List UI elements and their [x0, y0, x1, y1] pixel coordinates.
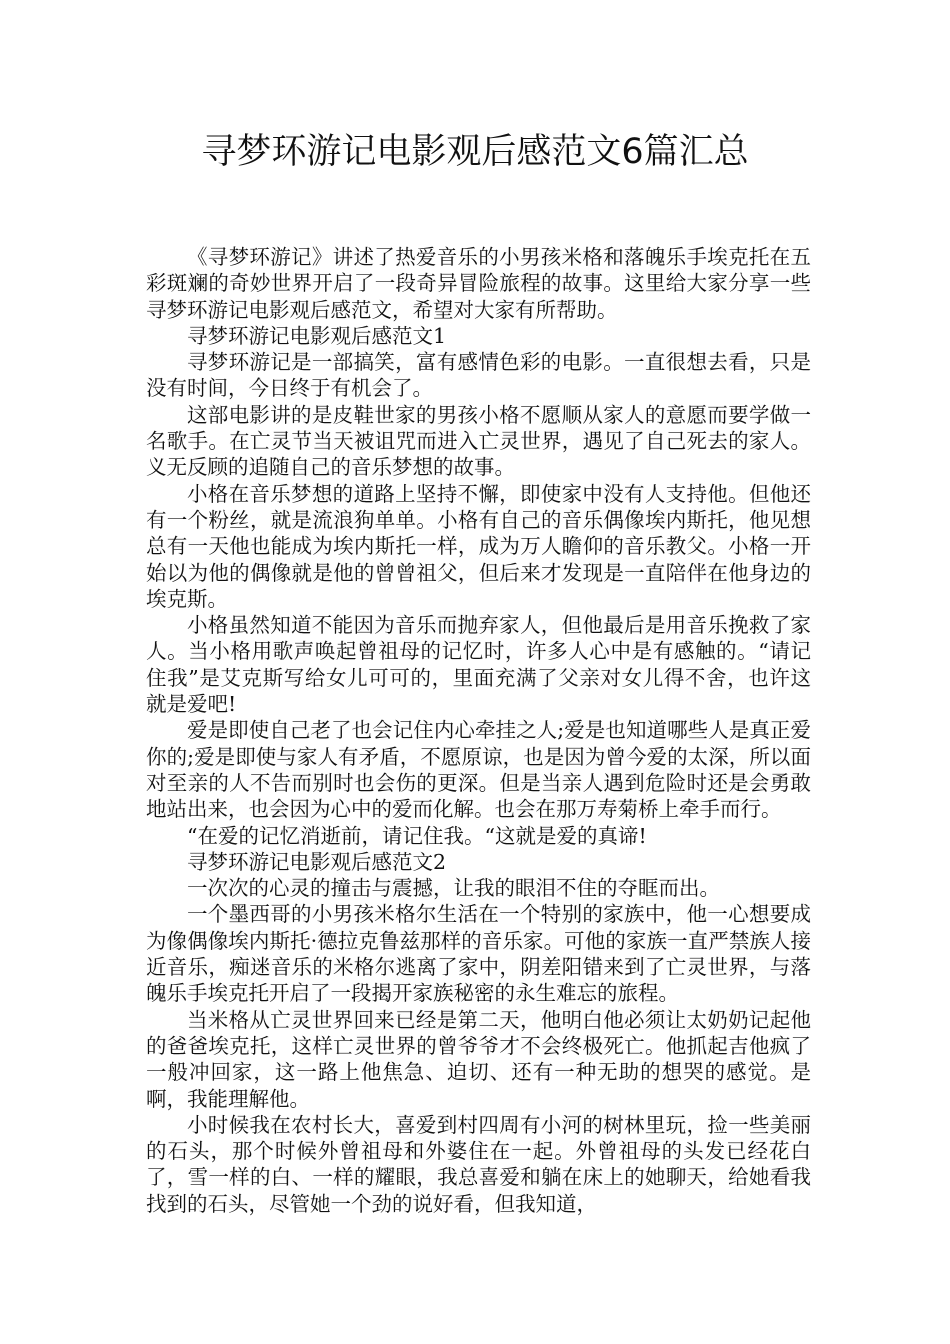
section-heading-2: 寻梦环游记电影观后感范文2	[187, 849, 447, 874]
section-heading-1: 寻梦环游记电影观后感范文1	[187, 323, 447, 348]
body-paragraph: 一个墨西哥的小男孩米格尔生活在一个特别的家族中，他一心想要成为像偶像埃内斯托·德拉克鲁兹那样的音乐家。可他的家族一直严禁族人接近音乐，痴迷音乐的米格尔逃离了家中，阴差阳错来到了亡灵世界，与落魄乐手埃克托开启了一段揭开家族秘密的永生难忘的旅程。	[146, 902, 811, 1006]
body-paragraph: 《寻梦环游记》讲述了热爱音乐的小男孩米格和落魄乐手埃克托在五彩斑斓的奇妙世界开启了一段奇异冒险旅程的故事。这里给大家分享一些寻梦环游记电影观后感范文，希望对大家有所帮助。	[146, 245, 811, 322]
document-body	[146, 244, 811, 1217]
body-paragraph: 小格在音乐梦想的道路上坚持不懈，即使家中没有人支持他。但他还有一个粉丝，就是流浪狗单单。小格有自己的音乐偶像埃内斯托，他见想总有一天他也能成为埃内斯托一样，成为万人瞻仰的音乐教父。小格一开始以为他的偶像就是他的曾曾祖父，但后来才发现是一直陪伴在他身边的埃克斯。	[146, 481, 811, 611]
body-paragraph: 当米格从亡灵世界回来已经是第二天，他明白他必须让太奶奶记起他的爸爸埃克托，这样亡灵世界的曾爷爷才不会终极死亡。他抓起吉他疯了一般冲回家，这一路上他焦急、迫切、还有一种无助的想哭的感觉。是啊，我能理解他。	[146, 1007, 811, 1111]
document-title: 寻梦环游记电影观后感范文6篇汇总	[201, 132, 749, 172]
body-paragraph: 这部电影讲的是皮鞋世家的男孩小格不愿顺从家人的意愿而要学做一名歌手。在亡灵节当天被诅咒而进入亡灵世界，遇见了自己死去的家人。义无反顾的追随自己的音乐梦想的故事。	[146, 402, 811, 480]
body-paragraph: 爱是即使自己老了也会记住内心牵挂之人;爱是也知道哪些人是真正爱你的;爱是即使与家人有矛盾，不愿原谅，也是因为曾今爱的太深，所以面对至亲的人不告而别时也会伤的更深。但是当亲人遇到危险时还是会勇敢地站出来，也会因为心中的爱而化解。也会在那万寿菊桥上牵手而行。	[146, 718, 811, 822]
body-paragraph: “在爱的记忆消逝前，请记住我。“这就是爱的真谛!	[187, 823, 647, 848]
body-paragraph: 小格虽然知道不能因为音乐而抛弃家人，但他最后是用音乐挽救了家人。当小格用歌声唤起曾祖母的记忆时，许多人心中是有感触的。“请记住我”是艾克斯写给女儿可可的，里面充满了父亲对女儿得不舍，也许这就是爱吧!	[146, 613, 811, 717]
body-paragraph: 寻梦环游记是一部搞笑，富有感情色彩的电影。一直很想去看，只是没有时间，今日终于有机会了。	[146, 350, 811, 401]
body-paragraph: 一次次的心灵的撞击与震撼，让我的眼泪不住的夺眶而出。	[187, 876, 720, 901]
body-paragraph: 小时候我在农村长大，喜爱到村四周有小河的树林里玩，捡一些美丽的石头，那个时候外曾祖母和外婆住在一起。外曾祖母的头发已经花白了，雪一样的白、一样的耀眼，我总喜爱和躺在床上的她聊天，给她看我找到的石头，尽管她一个劲的说好看，但我知道，	[146, 1112, 811, 1216]
